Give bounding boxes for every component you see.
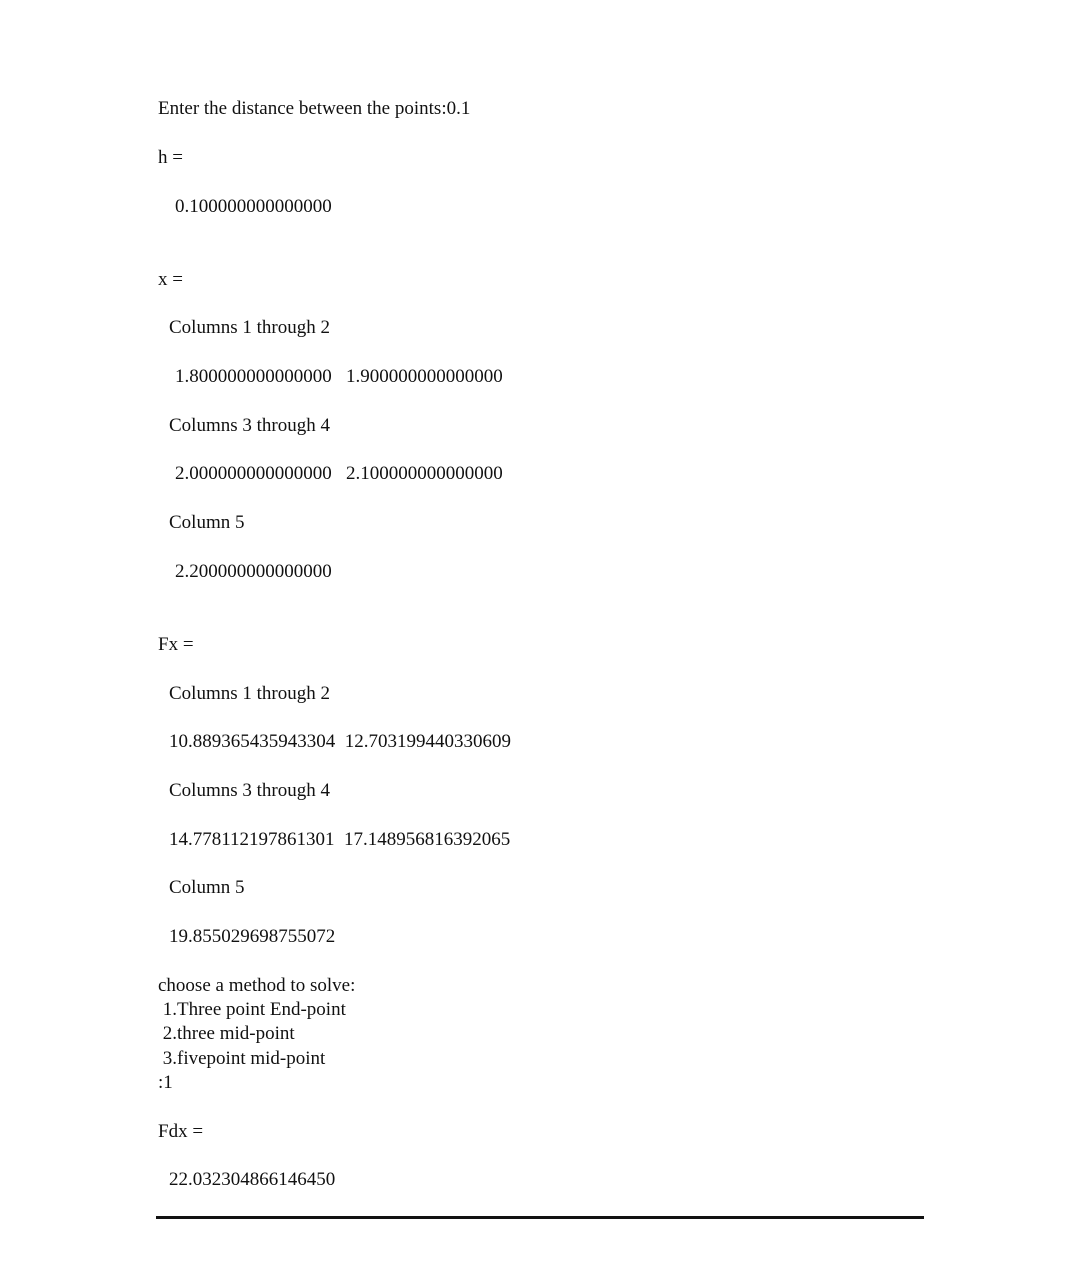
fdx-value: 22.032304866146450 xyxy=(169,1169,336,1190)
method-menu-title: choose a method to solve: xyxy=(158,975,356,996)
fdx-label: Fdx = xyxy=(158,1121,204,1142)
method-option-1: 1.Three point End-point xyxy=(158,999,346,1020)
fx-columns-1-2-header: Columns 1 through 2 xyxy=(169,683,330,704)
x-column-5-values: 2.200000000000000 xyxy=(175,561,332,582)
fx-label: Fx = xyxy=(158,634,194,655)
x-columns-3-4-header: Columns 3 through 4 xyxy=(169,415,330,436)
x-columns-1-2-values: 1.800000000000000 1.900000000000000 xyxy=(175,366,503,387)
fx-columns-3-4-header: Columns 3 through 4 xyxy=(169,780,330,801)
method-option-3: 3.fivepoint mid-point xyxy=(158,1048,326,1069)
x-label: x = xyxy=(158,269,183,290)
fx-columns-1-2-values: 10.889365435943304 12.703199440330609 xyxy=(169,731,511,752)
fx-column-5-values: 19.855029698755072 xyxy=(169,926,336,947)
fx-column-5-header: Column 5 xyxy=(169,877,245,898)
distance-prompt: Enter the distance between the points:0.1 xyxy=(158,98,471,119)
bottom-divider xyxy=(156,1216,924,1219)
h-label: h = xyxy=(158,147,183,168)
x-column-5-header: Column 5 xyxy=(169,512,245,533)
h-value: 0.100000000000000 xyxy=(175,196,332,217)
method-answer: :1 xyxy=(158,1072,173,1093)
method-option-2: 2.three mid-point xyxy=(158,1023,295,1044)
x-columns-1-2-header: Columns 1 through 2 xyxy=(169,317,330,338)
fx-columns-3-4-values: 14.778112197861301 17.148956816392065 xyxy=(169,829,511,850)
x-columns-3-4-values: 2.000000000000000 2.100000000000000 xyxy=(175,463,503,484)
